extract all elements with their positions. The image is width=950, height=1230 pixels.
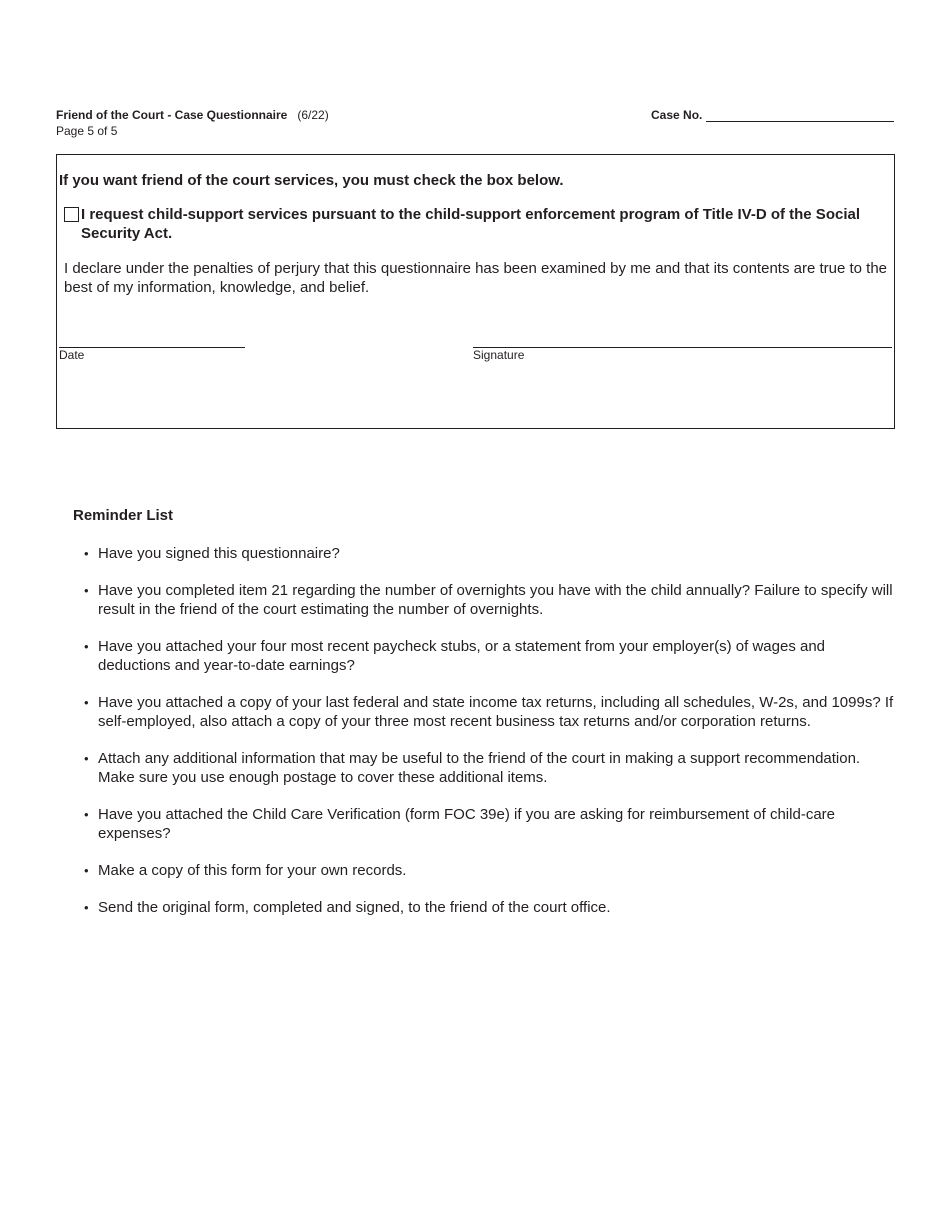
reminder-item — [84, 749, 899, 787]
date-field[interactable] — [59, 347, 245, 348]
date-label: Date — [59, 348, 85, 362]
bullet-icon: • — [84, 546, 89, 561]
reminder-item — [84, 805, 899, 843]
case-number-field[interactable] — [706, 121, 894, 122]
page-header — [56, 108, 894, 140]
reminder-item-text: Send the original form, completed and signed, to the friend of the court office. — [98, 899, 611, 916]
bullet-icon: • — [84, 695, 89, 710]
reminder-item-text: Have you attached a copy of your last federal and state income tax returns, including all schedules, W-2s, and 1099s? If self-employed, also attach a copy of your three most recent business tax returns and/or corporation returns. — [98, 694, 894, 730]
reminder-item — [84, 544, 899, 563]
page-number: Page 5 of 5 — [56, 124, 118, 138]
reminder-list — [84, 544, 899, 935]
bullet-icon: • — [84, 639, 89, 654]
reminder-item-text: Have you signed this questionnaire? — [98, 545, 340, 562]
bullet-icon: • — [84, 863, 89, 878]
reminder-item — [84, 637, 899, 675]
case-number-label: Case No. — [651, 108, 703, 122]
reminder-item — [84, 898, 899, 917]
reminder-item — [84, 693, 899, 731]
form-version: (6/22) — [297, 108, 329, 122]
services-heading: If you want friend of the court services, you must check the box below. — [59, 172, 564, 189]
reminder-item — [84, 861, 899, 880]
perjury-declaration: I declare under the penalties of perjury that this questionnaire has been examined by me and that its contents are true to the best of my information, knowledge, and belief. — [64, 260, 888, 296]
signature-label: Signature — [473, 348, 525, 362]
form-title — [56, 108, 329, 122]
reminder-item-text: Make a copy of this form for your own records. — [98, 862, 407, 879]
reminder-item-text: Attach any additional information that may be useful to the friend of the court in making a support recommendation. Make sure you use enough postage to cover these additional items. — [98, 750, 861, 786]
reminder-list-title: Reminder List — [73, 507, 174, 524]
bullet-icon: • — [84, 807, 89, 822]
reminder-item — [84, 581, 899, 619]
form-title-text: Friend of the Court - Case Questionnaire — [56, 108, 288, 122]
request-services-label: I request child-support services pursuant to the child-support enforcement program of Title IV-D of the Social Security Act. — [81, 206, 860, 242]
bullet-icon: • — [84, 583, 89, 598]
reminder-item-text: Have you attached your four most recent paycheck stubs, or a statement from your employer(s) of wages and deductions and year-to-date earnings? — [98, 638, 826, 674]
bullet-icon: • — [84, 751, 89, 766]
bullet-icon: • — [84, 900, 89, 915]
reminder-item-text: Have you attached the Child Care Verification (form FOC 39e) if you are asking for reimbursement of child-care expenses? — [98, 806, 835, 842]
signature-field[interactable] — [473, 347, 892, 348]
reminder-item-text: Have you completed item 21 regarding the number of overnights you have with the child annually? Failure to specify will result in the friend of the court estimating the number of overnights. — [98, 582, 893, 618]
request-services-checkbox[interactable] — [64, 207, 79, 222]
services-request-box — [56, 154, 895, 429]
